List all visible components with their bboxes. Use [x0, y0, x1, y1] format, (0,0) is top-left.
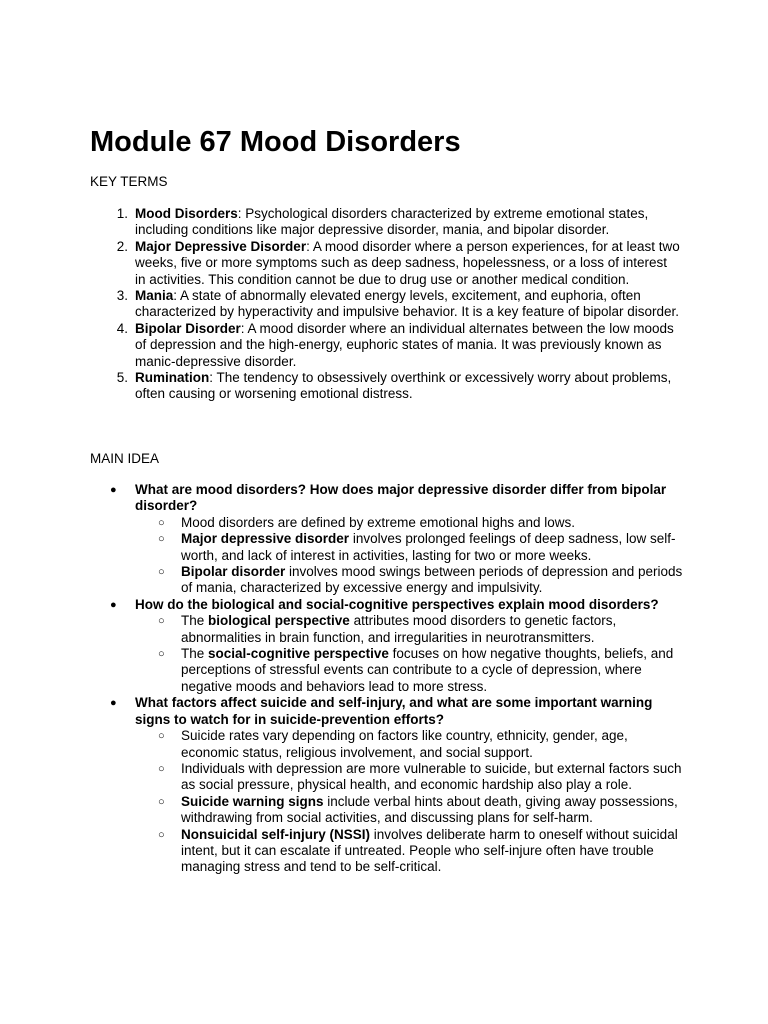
- bullet-icon: ●: [110, 598, 117, 611]
- answer-point: [135, 794, 687, 827]
- point-text: Mood disorders are defined by extreme emotional highs and lows.: [181, 514, 575, 530]
- answer-point: [135, 515, 687, 531]
- term-definition: : The tendency to obsessively overthink or excessively worry about problems, often causing or worsening emotional distress.: [135, 370, 672, 402]
- key-term-item: [108, 288, 680, 321]
- term-name: Bipolar Disorder: [135, 320, 241, 336]
- point-text: attributes mood disorders to genetic factors, abnormalities in brain function, and irregularities in neurotransmitters.: [181, 613, 617, 645]
- hollow-bullet-icon: ○: [158, 795, 165, 808]
- question-item: [107, 482, 687, 597]
- point-text: Suicide rates vary depending on factors like country, ethnicity, gender, age, economic status, religious involvement, and social support.: [181, 728, 628, 760]
- hollow-bullet-icon: ○: [158, 762, 165, 775]
- hollow-bullet-icon: ○: [158, 648, 165, 661]
- page-title: Module 67 Mood Disorders: [90, 126, 461, 158]
- hollow-bullet-icon: ○: [158, 730, 165, 743]
- point-bold-term: Nonsuicidal self-injury (NSSI): [181, 826, 371, 842]
- point-text: involves prolonged feelings of deep sadness, low self-worth, and lack of interest in activities, lasting for two or more weeks.: [181, 531, 676, 563]
- point-bold-term: Suicide warning signs: [181, 793, 324, 809]
- key-terms-heading: KEY TERMS: [90, 174, 168, 189]
- hollow-bullet-icon: ○: [158, 828, 165, 841]
- item-number: 5.: [116, 370, 128, 386]
- term-name: Mania: [135, 288, 174, 304]
- point-text: Individuals with depression are more vulnerable to suicide, but external factors such as social pressure, physical health, and economic hardship also play a role.: [181, 760, 682, 793]
- key-term-item: [108, 370, 680, 403]
- main-idea-heading: MAIN IDEA: [90, 451, 160, 466]
- term-name: Rumination: [135, 370, 210, 386]
- point-bold-term: Bipolar disorder: [181, 564, 286, 580]
- key-term-item: [108, 321, 680, 370]
- answer-point: [135, 613, 687, 646]
- term-definition: : Psychological disorders characterized by extreme emotional states, including conditions like major depressive disorder, mania, and bipolar disorder.: [135, 206, 649, 238]
- hollow-bullet-icon: ○: [158, 615, 165, 628]
- point-text: focuses on how negative thoughts, beliefs, and perceptions of stressful events can contribute to a cycle of depression, where negative moods and behaviors lead to more stress.: [181, 646, 674, 694]
- key-term-item: [108, 239, 680, 288]
- point-text: include verbal hints about death, giving away possessions, withdrawing from social activities, and discussing plans for self-harm.: [181, 793, 678, 826]
- item-number: 4.: [116, 320, 128, 336]
- point-text: involves mood swings between periods of depression and periods of mania, characterized by excessive energy and impulsivity.: [181, 564, 683, 596]
- point-text: involves deliberate harm to oneself without suicidal intent, but it can escalate if untreated. People who self-injure often have trouble managing stress and tend to be self-critical.: [181, 826, 678, 875]
- answer-point: [135, 564, 687, 597]
- point-bold-term: social-cognitive perspective: [208, 646, 389, 662]
- answer-list: [135, 613, 687, 695]
- answer-point: [135, 531, 687, 564]
- bullet-icon: ●: [110, 484, 117, 496]
- question-item: [107, 695, 687, 875]
- item-number: 1.: [116, 206, 128, 221]
- answer-point: [135, 646, 687, 695]
- main-idea-list: [107, 482, 687, 876]
- point-bold-term: biological perspective: [208, 613, 350, 629]
- item-number: 3.: [116, 288, 128, 304]
- hollow-bullet-icon: ○: [158, 516, 165, 529]
- term-definition: : A mood disorder where an individual alternates between the low moods of depression and the high-energy, euphoric states of mania. It was previously known as manic-depressive disorder.: [135, 320, 674, 369]
- hollow-bullet-icon: ○: [158, 533, 165, 546]
- answer-list: [135, 728, 687, 876]
- answer-point: [135, 761, 687, 794]
- bullet-icon: ●: [110, 697, 117, 710]
- answer-list: [135, 515, 687, 597]
- key-terms-list: [108, 206, 680, 403]
- item-number: 2.: [116, 238, 128, 254]
- term-definition: : A state of abnormally elevated energy levels, excitement, and euphoria, often characterized by hyperactivity and impulsive behavior. It is a key feature of bipolar disorder.: [135, 288, 680, 320]
- term-name: Mood Disorders: [135, 206, 238, 221]
- term-definition: : A mood disorder where a person experiences, for at least two weeks, five or more symptoms such as deep sadness, hopelessness, or a loss of interest in activities. This condition cannot be due to drug use or another medical condition.: [135, 238, 680, 287]
- answer-point: [135, 827, 687, 876]
- question-text: How do the biological and social-cognitive perspectives explain mood disorders?: [135, 596, 659, 612]
- answer-point: [135, 728, 687, 761]
- hollow-bullet-icon: ○: [158, 566, 165, 579]
- key-term-item: [108, 206, 680, 239]
- point-prefix: The: [181, 646, 209, 662]
- point-prefix: The: [181, 613, 209, 629]
- point-bold-term: Major depressive disorder: [181, 531, 350, 547]
- question-item: [107, 597, 687, 695]
- term-name: Major Depressive Disorder: [135, 238, 307, 254]
- question-text: What are mood disorders? How does major depressive disorder differ from bipolar disorder?: [135, 482, 667, 514]
- question-text: What factors affect suicide and self-injury, and what are some important warning signs to watch for in suicide-prevention efforts?: [135, 695, 653, 727]
